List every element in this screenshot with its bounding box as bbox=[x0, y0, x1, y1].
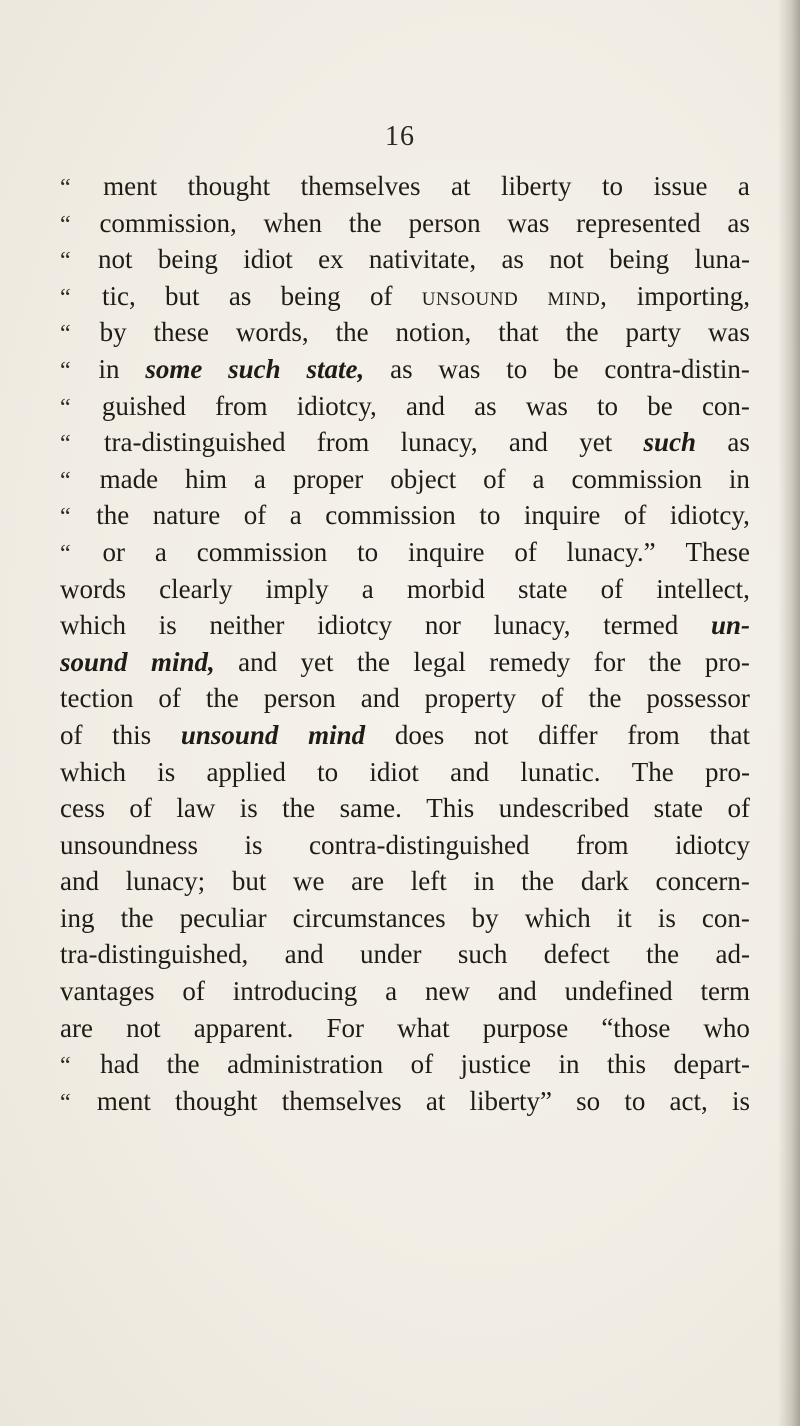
word: as bbox=[501, 244, 524, 275]
word: the bbox=[120, 902, 154, 933]
word: from bbox=[576, 829, 629, 860]
quote-mark: “ bbox=[60, 431, 71, 458]
word: for bbox=[593, 646, 626, 677]
word: administration bbox=[227, 1049, 384, 1080]
word: differ bbox=[538, 719, 598, 750]
word: a bbox=[361, 573, 374, 604]
word: this bbox=[607, 1049, 647, 1080]
text-line bbox=[60, 1046, 750, 1083]
word: thought bbox=[175, 1085, 258, 1116]
quote-mark: “ bbox=[60, 1089, 71, 1116]
text-line bbox=[60, 351, 750, 388]
word: the bbox=[356, 646, 390, 677]
word: pro- bbox=[704, 646, 750, 677]
word: undescribed bbox=[498, 793, 630, 824]
text-line bbox=[60, 278, 750, 315]
word: from bbox=[215, 390, 268, 421]
word: a bbox=[532, 463, 545, 494]
word: of bbox=[158, 683, 181, 714]
word: the bbox=[348, 207, 382, 238]
word: is bbox=[244, 829, 263, 860]
word: which bbox=[60, 756, 126, 787]
word: when bbox=[263, 207, 322, 238]
word: tra-distinguished, bbox=[60, 939, 249, 970]
word: under bbox=[360, 939, 422, 970]
word: peculiar bbox=[179, 902, 267, 933]
word: to bbox=[601, 171, 623, 201]
word: left bbox=[410, 866, 447, 897]
word: as bbox=[727, 207, 750, 238]
word: state bbox=[653, 793, 704, 824]
word: to bbox=[506, 353, 528, 384]
word: of bbox=[514, 536, 537, 567]
word: idiotcy bbox=[674, 829, 750, 860]
word: termed bbox=[603, 610, 679, 641]
word: morbid bbox=[406, 573, 485, 604]
word: some bbox=[145, 353, 203, 384]
word: same. bbox=[339, 793, 402, 824]
word: inquire bbox=[523, 500, 601, 531]
word: contra-distin- bbox=[604, 353, 750, 384]
word: nor bbox=[424, 610, 461, 641]
word: mind bbox=[308, 719, 366, 750]
word: at bbox=[425, 1085, 446, 1116]
text-line bbox=[60, 827, 750, 864]
word: luna- bbox=[694, 244, 750, 275]
word: as bbox=[228, 280, 252, 311]
text-line bbox=[60, 973, 750, 1010]
quote-mark: “ bbox=[60, 540, 71, 567]
word: to bbox=[317, 756, 339, 787]
word: to bbox=[597, 390, 619, 421]
word: idiot bbox=[243, 244, 293, 275]
word: and bbox=[497, 976, 537, 1007]
word: the bbox=[648, 646, 682, 677]
text-line bbox=[60, 863, 750, 900]
word: possessor bbox=[646, 683, 750, 714]
word: This bbox=[426, 793, 475, 824]
word: in bbox=[473, 866, 495, 897]
word: mind, bbox=[150, 646, 215, 677]
word: being bbox=[280, 280, 341, 311]
word: was bbox=[507, 207, 550, 238]
word: a bbox=[253, 463, 266, 494]
word: but bbox=[165, 280, 200, 311]
word: as bbox=[474, 390, 497, 421]
word: notion, bbox=[395, 317, 472, 348]
word: lunacy, bbox=[400, 427, 478, 458]
text-line bbox=[60, 936, 750, 973]
word: party bbox=[625, 317, 682, 348]
word: liberty bbox=[501, 171, 572, 201]
word: the bbox=[282, 793, 316, 824]
word: of bbox=[483, 463, 506, 494]
word: ing bbox=[60, 902, 95, 933]
word: the bbox=[521, 866, 555, 897]
word: commission bbox=[571, 463, 702, 494]
word: unsound bbox=[180, 719, 279, 750]
text-line bbox=[60, 790, 750, 827]
word: was bbox=[707, 317, 750, 348]
word: had bbox=[100, 1049, 140, 1080]
word: not bbox=[126, 1012, 161, 1043]
word: neither bbox=[209, 610, 285, 641]
word: state, bbox=[306, 353, 365, 384]
word: lunatic. bbox=[520, 756, 601, 787]
word: so bbox=[576, 1085, 601, 1116]
word: we bbox=[293, 866, 325, 897]
word: mind, bbox=[547, 280, 608, 311]
word: not bbox=[549, 244, 584, 275]
word: a bbox=[289, 500, 302, 531]
page-number: 16 bbox=[385, 121, 415, 152]
word: who bbox=[703, 1012, 750, 1043]
word: of bbox=[60, 719, 83, 750]
word: intellect, bbox=[656, 573, 750, 604]
word: that bbox=[498, 317, 539, 348]
word: such bbox=[643, 427, 697, 458]
word: con- bbox=[701, 390, 750, 421]
text-line bbox=[60, 461, 750, 498]
word: concern- bbox=[655, 866, 750, 897]
word: circumstances bbox=[292, 902, 446, 933]
word: of bbox=[129, 793, 152, 824]
word: was bbox=[525, 390, 568, 421]
word: liberty” bbox=[469, 1085, 552, 1116]
word: not bbox=[473, 719, 509, 750]
word: contra-distinguished bbox=[309, 829, 530, 860]
text-line bbox=[60, 644, 750, 681]
word: These bbox=[685, 536, 750, 567]
quote-mark: “ bbox=[60, 467, 71, 494]
text-line bbox=[60, 900, 750, 937]
word: importing, bbox=[636, 280, 750, 311]
word: justice bbox=[460, 1049, 532, 1080]
text-line bbox=[60, 205, 750, 242]
word: such bbox=[457, 939, 508, 970]
word: and bbox=[238, 646, 278, 677]
text-line bbox=[60, 754, 750, 791]
word: and bbox=[450, 756, 490, 787]
word: commission bbox=[196, 536, 328, 567]
word: law bbox=[176, 793, 216, 824]
word: un- bbox=[710, 610, 750, 641]
quote-mark: “ bbox=[60, 211, 71, 238]
word: which bbox=[60, 610, 126, 641]
word: of bbox=[243, 500, 267, 531]
word: as bbox=[727, 427, 750, 458]
word: words bbox=[60, 573, 126, 604]
word: dark bbox=[580, 866, 629, 897]
text-line bbox=[60, 424, 750, 461]
word: tic, bbox=[101, 280, 136, 311]
quote-mark: “ bbox=[60, 504, 71, 531]
word: is bbox=[731, 1085, 750, 1116]
text-line bbox=[60, 497, 750, 534]
word: the bbox=[335, 317, 369, 348]
word: at bbox=[451, 171, 471, 201]
word: nature bbox=[152, 500, 221, 531]
text-line bbox=[60, 388, 750, 425]
word: issue bbox=[653, 171, 708, 201]
word: to bbox=[479, 500, 501, 531]
page-edge-shadow bbox=[778, 0, 800, 1426]
text-line bbox=[60, 241, 750, 278]
word: commission, bbox=[99, 207, 237, 238]
word: in bbox=[728, 463, 750, 494]
word: cess bbox=[60, 793, 105, 824]
word: in bbox=[558, 1049, 580, 1080]
word: the bbox=[646, 939, 680, 970]
word: and bbox=[405, 390, 445, 421]
word: commission bbox=[325, 500, 456, 531]
text-line bbox=[60, 168, 750, 205]
word: ment bbox=[96, 1085, 151, 1116]
word: words, bbox=[235, 317, 309, 348]
word: introducing bbox=[232, 976, 358, 1007]
word: such bbox=[228, 353, 281, 384]
word: in bbox=[98, 353, 120, 384]
word: the bbox=[205, 683, 239, 714]
word: defect bbox=[543, 939, 610, 970]
quote-mark: “ bbox=[60, 321, 71, 348]
word: and bbox=[360, 683, 400, 714]
word: tra-distinguished bbox=[103, 427, 286, 458]
quote-mark: “ bbox=[60, 175, 71, 201]
word: from bbox=[316, 427, 370, 458]
word: imply bbox=[265, 573, 329, 604]
word: yet bbox=[300, 646, 334, 677]
word: unsound bbox=[421, 280, 519, 311]
word: person bbox=[263, 683, 336, 714]
word: idiotcy bbox=[317, 610, 393, 641]
word: be bbox=[647, 390, 673, 421]
word: The bbox=[631, 756, 674, 787]
word: property bbox=[424, 683, 517, 714]
word: thought bbox=[187, 171, 271, 201]
word: is bbox=[657, 902, 676, 933]
word: as bbox=[390, 353, 413, 384]
word: object bbox=[390, 463, 457, 494]
word: which bbox=[524, 902, 591, 933]
word: lunacy, bbox=[493, 610, 571, 641]
word: being bbox=[157, 244, 218, 275]
word: the bbox=[166, 1049, 200, 1080]
word: tection bbox=[60, 683, 134, 714]
word: person bbox=[408, 207, 481, 238]
word: new bbox=[424, 976, 470, 1007]
word: was bbox=[438, 353, 481, 384]
word: is bbox=[158, 610, 177, 641]
word: are bbox=[60, 1012, 93, 1043]
word: themselves bbox=[300, 171, 421, 201]
word: to bbox=[357, 536, 379, 567]
word: state bbox=[518, 573, 568, 604]
word: applied bbox=[206, 756, 286, 787]
word: not bbox=[98, 244, 133, 275]
word: by bbox=[471, 902, 499, 933]
word: apparent. bbox=[193, 1012, 294, 1043]
word: vantages bbox=[60, 976, 155, 1007]
word: these bbox=[153, 317, 209, 348]
word: ad- bbox=[715, 939, 750, 970]
quote-mark: “ bbox=[60, 1053, 71, 1080]
word: and bbox=[60, 866, 99, 897]
word: being bbox=[609, 244, 670, 275]
quote-mark: “ bbox=[60, 248, 71, 275]
text-line bbox=[60, 680, 750, 717]
text-line bbox=[60, 607, 750, 644]
word: a bbox=[385, 976, 398, 1007]
word: and bbox=[284, 939, 324, 970]
word: of bbox=[369, 280, 393, 311]
word: depart- bbox=[673, 1049, 750, 1080]
word: it bbox=[616, 902, 632, 933]
text-line bbox=[60, 314, 750, 351]
word: clearly bbox=[159, 573, 233, 604]
word: of bbox=[623, 500, 647, 531]
word: the bbox=[96, 500, 130, 531]
word: from bbox=[627, 719, 680, 750]
word: but bbox=[231, 866, 267, 897]
word: unsoundness bbox=[60, 829, 199, 860]
word: ment bbox=[103, 171, 158, 201]
quote-mark: “ bbox=[60, 394, 71, 421]
word: of bbox=[727, 793, 750, 824]
text-line bbox=[60, 571, 750, 608]
word: this bbox=[112, 719, 152, 750]
quote-mark: “ bbox=[60, 284, 71, 311]
word: of bbox=[541, 683, 564, 714]
word: idiotcy, bbox=[296, 390, 377, 421]
word: yet bbox=[579, 427, 613, 458]
word: a bbox=[154, 536, 167, 567]
word: and bbox=[508, 427, 548, 458]
text-line bbox=[60, 1083, 750, 1120]
word: is bbox=[239, 793, 258, 824]
word: represented bbox=[576, 207, 701, 238]
word: or bbox=[102, 536, 126, 567]
word: For bbox=[326, 1012, 365, 1043]
word: that bbox=[709, 719, 750, 750]
word: him bbox=[184, 463, 227, 494]
word: be bbox=[553, 353, 579, 384]
word: of bbox=[182, 976, 205, 1007]
word: pro- bbox=[704, 756, 750, 787]
word: proper bbox=[292, 463, 364, 494]
word: term bbox=[700, 976, 750, 1007]
word: lunacy; bbox=[125, 866, 206, 897]
word: does bbox=[394, 719, 445, 750]
text-line bbox=[60, 717, 750, 754]
word: con- bbox=[701, 902, 750, 933]
word: act, bbox=[669, 1085, 708, 1116]
word: “those bbox=[601, 1012, 671, 1043]
text-line bbox=[60, 1010, 750, 1047]
word: undefined bbox=[564, 976, 673, 1007]
word: remedy bbox=[489, 646, 571, 677]
word: guished bbox=[101, 390, 186, 421]
word: themselves bbox=[281, 1085, 402, 1116]
word: idiot bbox=[369, 756, 419, 787]
word: of bbox=[600, 573, 624, 604]
word: are bbox=[351, 866, 385, 897]
word: idiotcy, bbox=[669, 500, 750, 531]
word: made bbox=[99, 463, 159, 494]
word: ex bbox=[318, 244, 344, 275]
word: inquire bbox=[407, 536, 485, 567]
text-line bbox=[60, 534, 750, 571]
word: what bbox=[397, 1012, 450, 1043]
word: is bbox=[157, 756, 176, 787]
word: the bbox=[565, 317, 599, 348]
word: nativitate, bbox=[368, 244, 477, 275]
quote-mark: “ bbox=[60, 357, 71, 384]
word: a bbox=[737, 171, 750, 201]
word: to bbox=[624, 1085, 646, 1116]
word: legal bbox=[413, 646, 466, 677]
word: by bbox=[99, 317, 127, 348]
word: sound bbox=[60, 646, 128, 677]
word: lunacy.” bbox=[566, 536, 656, 567]
word: purpose bbox=[482, 1012, 569, 1043]
body-text bbox=[60, 168, 750, 1119]
word: the bbox=[588, 683, 622, 714]
word: of bbox=[410, 1049, 434, 1080]
